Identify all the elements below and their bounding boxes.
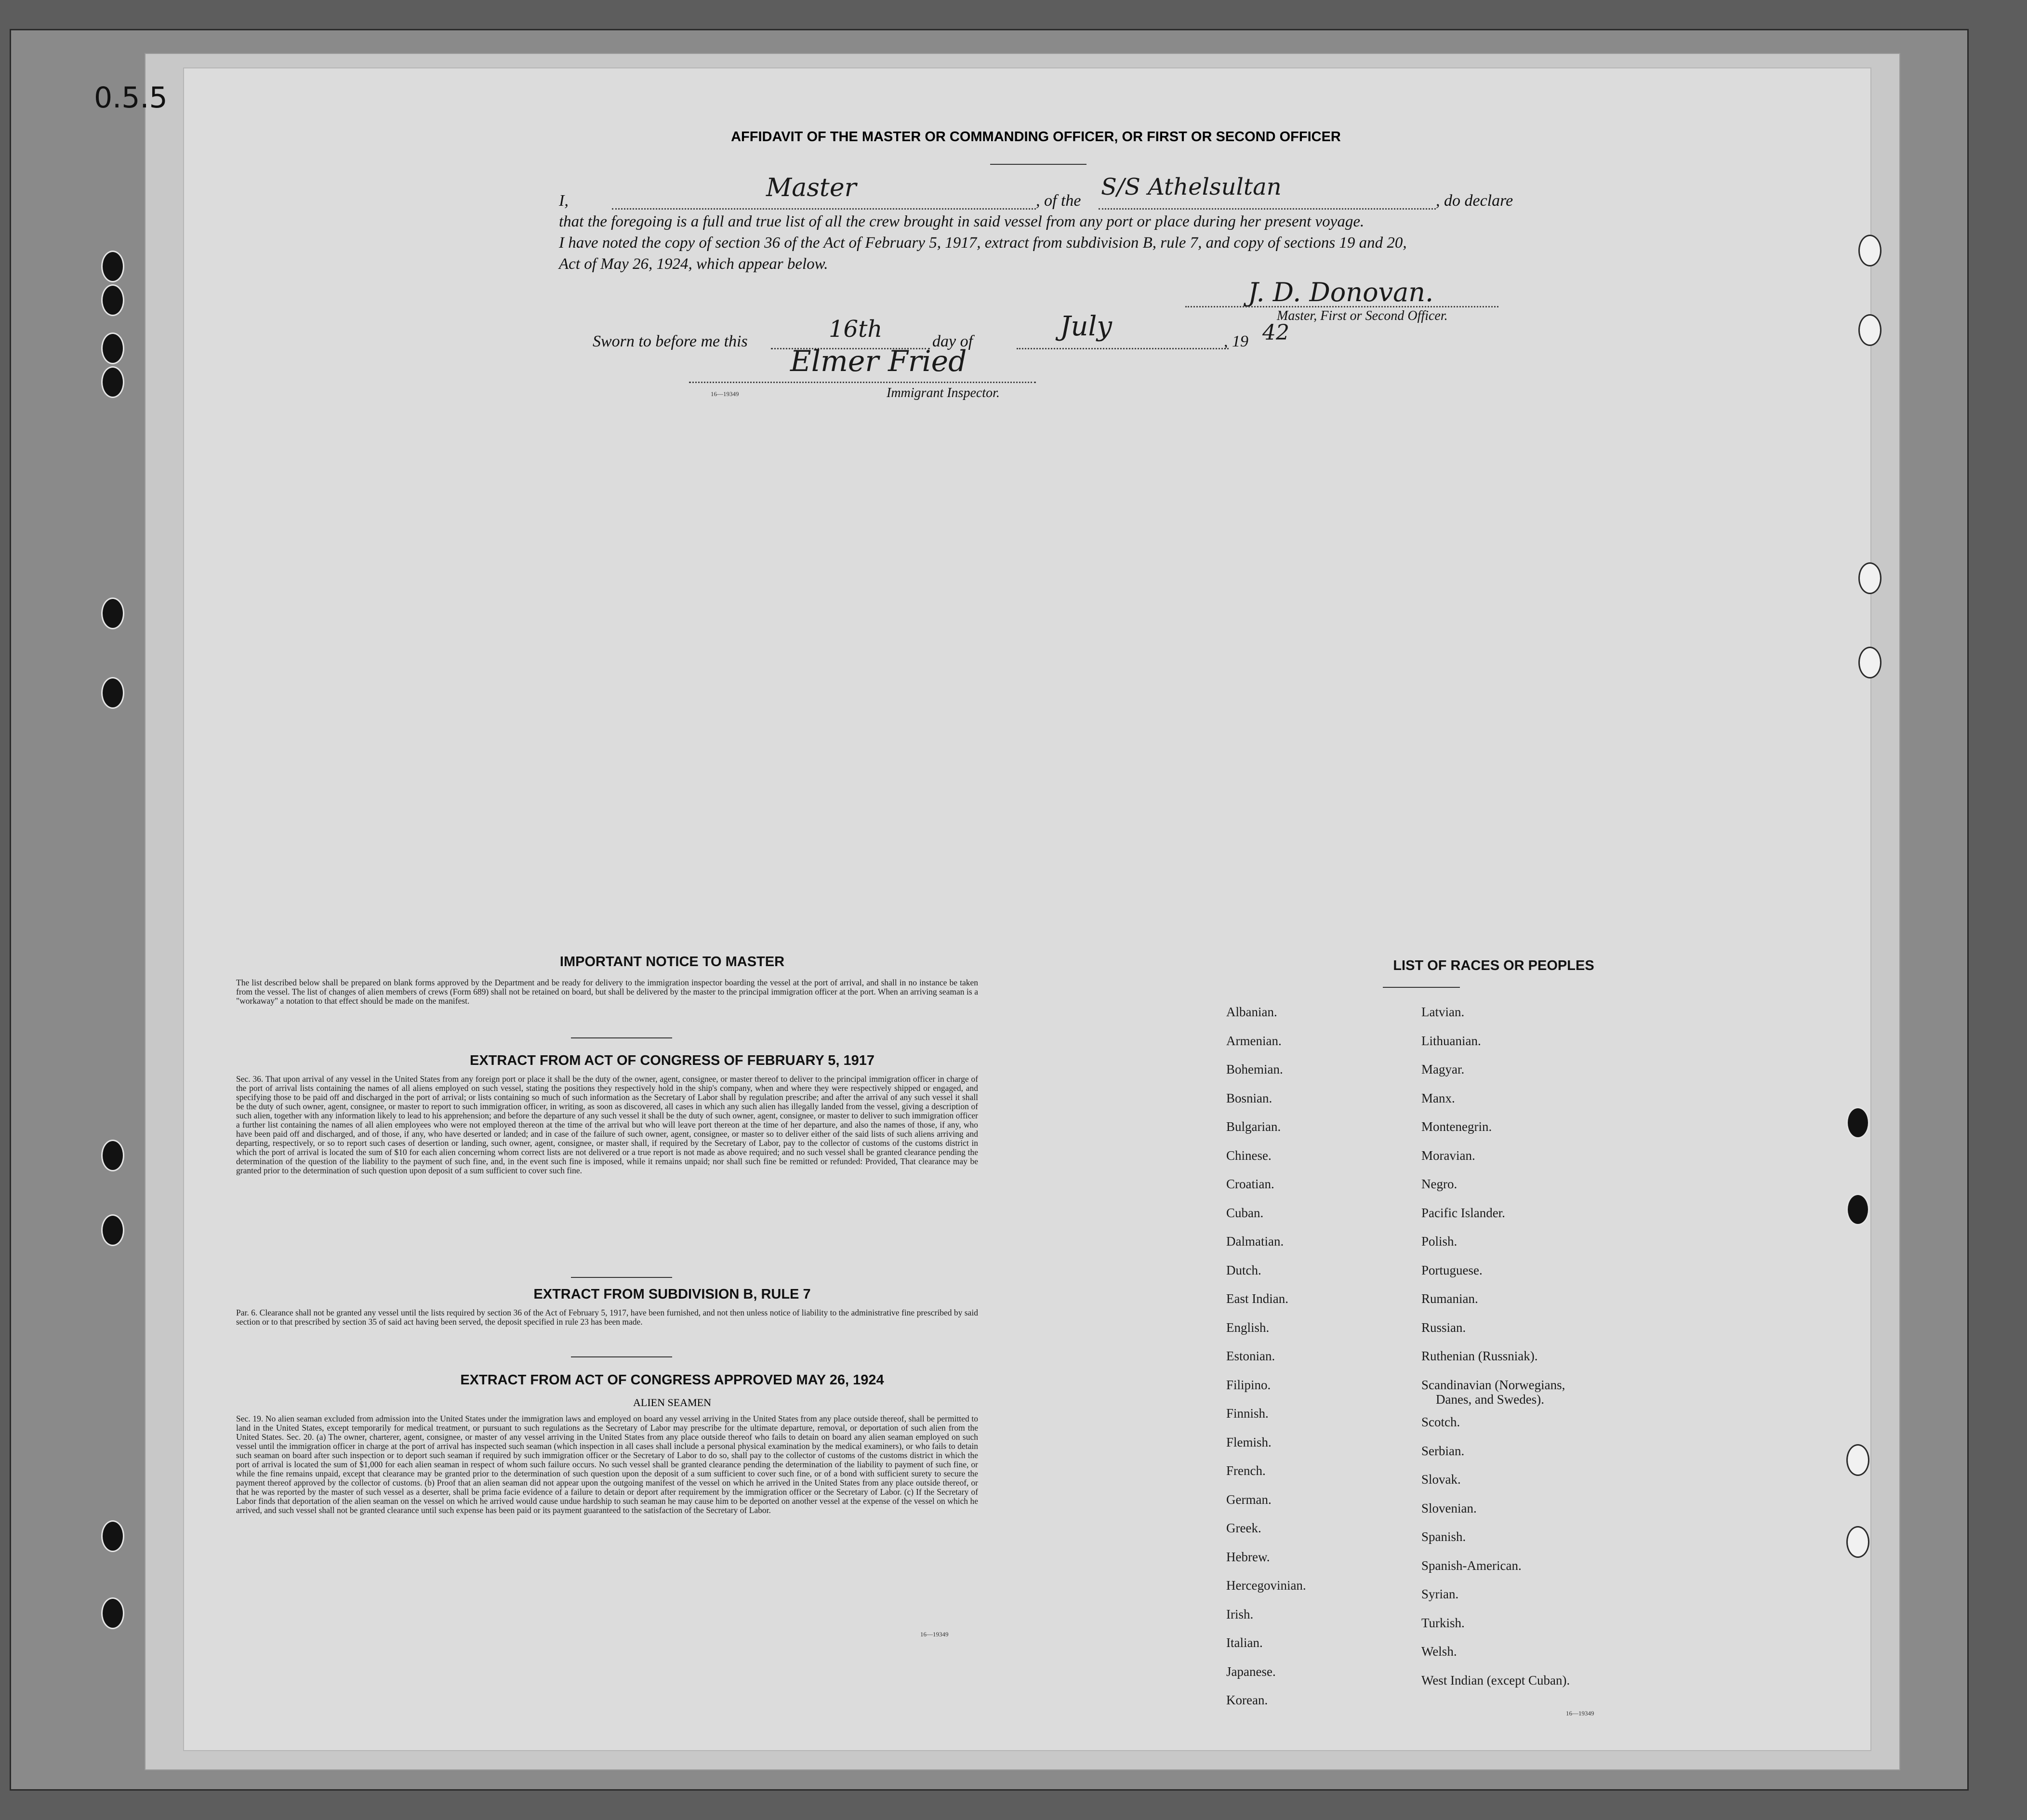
race-item: Cuban. <box>1226 1205 1264 1220</box>
binder-hole <box>101 1214 124 1246</box>
margin-mark: 0.5.5 <box>94 81 168 115</box>
vessel-line <box>1099 208 1436 210</box>
affidavit-title: AFFIDAVIT OF THE MASTER OR COMMANDING OFFICER, OR FIRST OR SECOND OFFICER <box>731 129 1341 145</box>
page-hole <box>1858 562 1881 594</box>
notice-divider <box>571 1037 672 1038</box>
race-item: Ruthenian (Russniak). <box>1421 1349 1538 1363</box>
race-item: Filipino. <box>1226 1377 1271 1392</box>
race-item: Finnish. <box>1226 1406 1269 1421</box>
race-item: Montenegrin. <box>1421 1119 1492 1134</box>
binder-hole <box>101 1597 124 1629</box>
binder-hole <box>101 1520 124 1552</box>
race-item: Bosnian. <box>1226 1090 1272 1105</box>
race-item: Pacific Islander. <box>1421 1205 1505 1220</box>
races-title: LIST OF RACES OR PEOPLES <box>1393 958 1594 973</box>
race-item: Hebrew. <box>1226 1549 1270 1564</box>
affidavit-line-4: Act of May 26, 1924, which appear below. <box>559 255 828 273</box>
declare-label: , do declare <box>1436 192 1513 210</box>
race-item: Spanish-American. <box>1421 1558 1522 1573</box>
extract-1917-title: EXTRACT FROM ACT OF CONGRESS OF FEBRUARY 5, 1917 <box>469 1053 875 1068</box>
i-label: I, <box>559 192 569 210</box>
race-item: Chinese. <box>1226 1148 1272 1163</box>
extract-1924-text: Sec. 19. No alien seaman excluded from admission into the United States under the immigration laws and employed on board any vessel arriving in the United States from any place outside thereof, shall be permitted to land in the United States, except temporarily for medical treatment, or pursuant to such regulations as the Secretary of Labor may prescribe for the ultimate departure, removal, or deportation of such alien from the United States. Sec. 20. (a) The owner, charterer, agent, consignee, or master of any vessel arriving in the United States from any place outside thereof who fails to detain on board any alien seaman employed on such vessel until the immigration officer in charge at the port of arrival has inspected such seaman (which inspection in all cases shall include a personal physical examination by the medical examiners), or who fails to detain such seaman on board after such inspection or to deport such seaman if required by such immigration officer or the Secretary of Labor to do so, shall pay to the collector of customs of the customs district in which the port of arrival is located the sum of $1,000 for each alien seaman in respect of whom such failure occurs. No such vessel shall be granted clearance pending the determination of the liability to payment of such fine, or while the fine remains unpaid, except that clearance may be granted prior to the determination of such question upon the deposit of a sum sufficient to cover such fine, or of a bond with sufficient surety to secure the payment thereof approved by the collector of customs. (b) Proof that an alien seaman did not appear upon the outgoing manifest of the vessel on which he arrived in the United States from any place outside thereof, or that he was reported by the master of such vessel as a deserter, shall be prima facie evidence of a failure to detain or deport after requirement by the immigration officer or the Secretary of Labor. (c) If the Secretary of Labor finds that deportation of the alien seaman on the vessel on which he arrived would cause undue hardship to such seaman he may cause him to be deported on another vessel at the expense of the vessel on which he arrived, and such vessel shall not be granted clearance until such expense has been paid or its payment guaranteed to the satisfaction of the Secretary of Labor. <box>236 1414 978 1515</box>
race-item: Moravian. <box>1421 1148 1475 1163</box>
race-item: French. <box>1226 1463 1266 1478</box>
race-item: Slovenian. <box>1421 1501 1477 1515</box>
page-hole <box>1846 1194 1869 1225</box>
race-item: Scandinavian (Norwegians, <box>1421 1377 1565 1392</box>
race-item: Rumanian. <box>1421 1291 1478 1306</box>
binder-hole <box>101 677 124 709</box>
race-item: Estonian. <box>1226 1349 1275 1363</box>
year-prefix: , 19 <box>1224 332 1248 350</box>
race-item: Spanish. <box>1421 1529 1466 1544</box>
form-number: 16—19349 <box>711 390 739 398</box>
race-item: Armenian. <box>1226 1033 1282 1048</box>
race-item: Negro. <box>1421 1177 1457 1191</box>
extract-1924-subtitle: ALIEN SEAMEN <box>633 1396 711 1408</box>
officer-signature-line <box>1185 306 1498 307</box>
binder-hole <box>101 332 124 364</box>
race-item: Flemish. <box>1226 1435 1272 1449</box>
extract-rule7-divider <box>571 1356 672 1357</box>
extract-rule7-title: EXTRACT FROM SUBDIVISION B, RULE 7 <box>533 1287 811 1302</box>
month-line <box>1017 348 1229 349</box>
inspector-signature-line <box>689 382 1036 383</box>
race-item: Serbian. <box>1421 1443 1465 1458</box>
of-the-label: , of the <box>1036 192 1081 210</box>
inspector-caption: Immigrant Inspector. <box>887 385 1000 400</box>
race-item: Syrian. <box>1421 1587 1459 1601</box>
affidavit-line-2: that the foregoing is a full and true list of all the crew brought in said vessel from any port or place during her present voyage. <box>559 213 1365 230</box>
race-item: Welsh. <box>1421 1644 1457 1659</box>
month-handwriting: July <box>1060 311 1113 342</box>
binder-hole <box>101 251 124 282</box>
binder-hole <box>101 366 124 398</box>
race-item: Irish. <box>1226 1607 1254 1621</box>
races-divider <box>1383 987 1460 988</box>
race-item: Turkish. <box>1421 1615 1465 1630</box>
race-item: Lithuanian. <box>1421 1033 1481 1048</box>
year-handwriting: 42 <box>1262 320 1289 345</box>
race-item: Bulgarian. <box>1226 1119 1281 1134</box>
notice-text: The list described below shall be prepared on blank forms approved by the Department and be ready for delivery to the immigration inspector boarding the vessel at the port of arrival, and shall in no instance be taken from the vessel. The list of changes of alien members of crews (Form 689) shall not be retained on board, but shall be delivered by the master to the principal immigration officer at the port. When an arriving seaman is a "workaway" a notation to that effect should be made on the manifest. <box>236 978 978 1006</box>
vessel-handwriting: S/S Athelsultan <box>1101 173 1282 200</box>
extract-1924-title: EXTRACT FROM ACT OF CONGRESS APPROVED MAY 26, 1924 <box>460 1372 884 1388</box>
race-item: German. <box>1226 1492 1272 1507</box>
officer-caption: Master, First or Second Officer. <box>1277 308 1448 323</box>
race-item: Scotch. <box>1421 1415 1460 1429</box>
race-item: Albanian. <box>1226 1005 1277 1019</box>
inspector-signature: Elmer Fried <box>790 345 967 378</box>
title-divider <box>990 164 1086 165</box>
race-item: Manx. <box>1421 1090 1455 1105</box>
race-item: Italian. <box>1226 1635 1263 1650</box>
race-item: Japanese. <box>1226 1664 1276 1679</box>
binder-hole <box>101 1140 124 1171</box>
page-hole <box>1858 235 1881 266</box>
race-item: Dalmatian. <box>1226 1234 1284 1249</box>
race-item: East Indian. <box>1226 1291 1288 1306</box>
race-item: Polish. <box>1421 1234 1457 1249</box>
officer-signature: J. D. Donovan. <box>1248 277 1434 307</box>
race-item: Korean. <box>1226 1693 1268 1707</box>
page-hole <box>1858 647 1881 678</box>
extract-1924-form-number: 16—19349 <box>920 1631 949 1638</box>
page-hole <box>1846 1526 1869 1558</box>
extract-1917-text: Sec. 36. That upon arrival of any vessel in the United States from any foreign port or place it shall be the duty of the owner, agent, consignee, or master thereof to deliver to the principal immigration officer in charge of the port of arrival lists containing the names of all aliens employed on such vessel, stating the positions they respectively hold in the ship's company, when and where they were respectively shipped or engaged, and specifying those to be paid off and discharged in the port of arrival; or lists containing so much of such information as the Secretary of Labor shall by regulation prescribe; and after the arrival of any such vessel it shall be the duty of such owner, agent, consignee, or master to report to such immigration officer, in writing, as soon as discovered, all cases in which any such alien has illegally landed from the vessel, giving a description of such alien, together with any information likely to lead to his apprehension; and before the departure of any such vessel it shall be the duty of such owner, agent, consignee, or master to deliver to such immigration officer a further list containing the names of all alien employees who were not employed thereon at the time of the arrival but who will leave port thereon at the time of her departure, and also the names of those, if any, who have been paid off and discharged, and of those, if any, who have deserted or landed; and in case of the failure of such owner, agent, consignee, or master so to deliver either of the said lists of such aliens arriving and departing, respectively, or so to report such cases of desertion or landing, such owner, agent, consignee, or master shall, if required by the Secretary of Labor, pay to the collector of customs of the customs district in which the port of arrival is located the sum of $10 for each alien concerning whom correct lists are not delivered or a true report is not made as above required; and no such vessel shall be granted clearance pending the determination of the question of the liability to the payment of such fine, and, in the event such fine is imposed, while it remains unpaid; nor shall such fine be remitted or refunded: Provided, That clearance may be granted prior to the determination of such question upon deposit of a sum sufficient to cover such fine. <box>236 1074 978 1175</box>
binder-hole <box>101 284 124 316</box>
race-item: Greek. <box>1226 1521 1261 1535</box>
race-item: Slovak. <box>1421 1472 1461 1487</box>
race-item: Portuguese. <box>1421 1262 1483 1277</box>
affidavit-line-3: I have noted the copy of section 36 of the Act of February 5, 1917, extract from subdivision B, rule 7, and copy of sections 19 and 20, <box>559 234 1407 252</box>
race-item: Danes, and Swedes). <box>1436 1392 1544 1407</box>
extract-1917-divider <box>571 1277 672 1278</box>
page-hole <box>1846 1107 1869 1139</box>
race-item: Magyar. <box>1421 1062 1465 1076</box>
extract-rule7-text: Par. 6. Clearance shall not be granted any vessel until the lists required by section 36 of the Act of February 5, 1917, have been furnished, and not then unless notice of liability to the administrative fine prescribed by said section or to that prescribed by section 35 of said act having been served, the deposit specified in rule 23 has been made. <box>236 1308 978 1327</box>
master-handwriting: Master <box>766 173 857 202</box>
page-hole <box>1846 1444 1869 1476</box>
race-item: Russian. <box>1421 1320 1466 1335</box>
race-item: Bohemian. <box>1226 1062 1283 1076</box>
race-item: West Indian (except Cuban). <box>1421 1673 1570 1687</box>
master-line <box>612 208 1036 210</box>
day-handwriting: 16th <box>829 316 883 343</box>
race-item: Hercegovinian. <box>1226 1578 1306 1593</box>
race-item: English. <box>1226 1320 1270 1335</box>
race-item: Latvian. <box>1421 1005 1465 1019</box>
day-of-label: day of <box>932 332 973 350</box>
race-item: Croatian. <box>1226 1177 1274 1191</box>
sworn-label: Sworn to before me this <box>593 332 748 350</box>
race-item: Dutch. <box>1226 1262 1261 1277</box>
notice-title: IMPORTANT NOTICE TO MASTER <box>559 954 785 970</box>
page-hole <box>1858 314 1881 346</box>
binder-hole <box>101 598 124 629</box>
races-form-number: 16—19349 <box>1566 1710 1594 1717</box>
